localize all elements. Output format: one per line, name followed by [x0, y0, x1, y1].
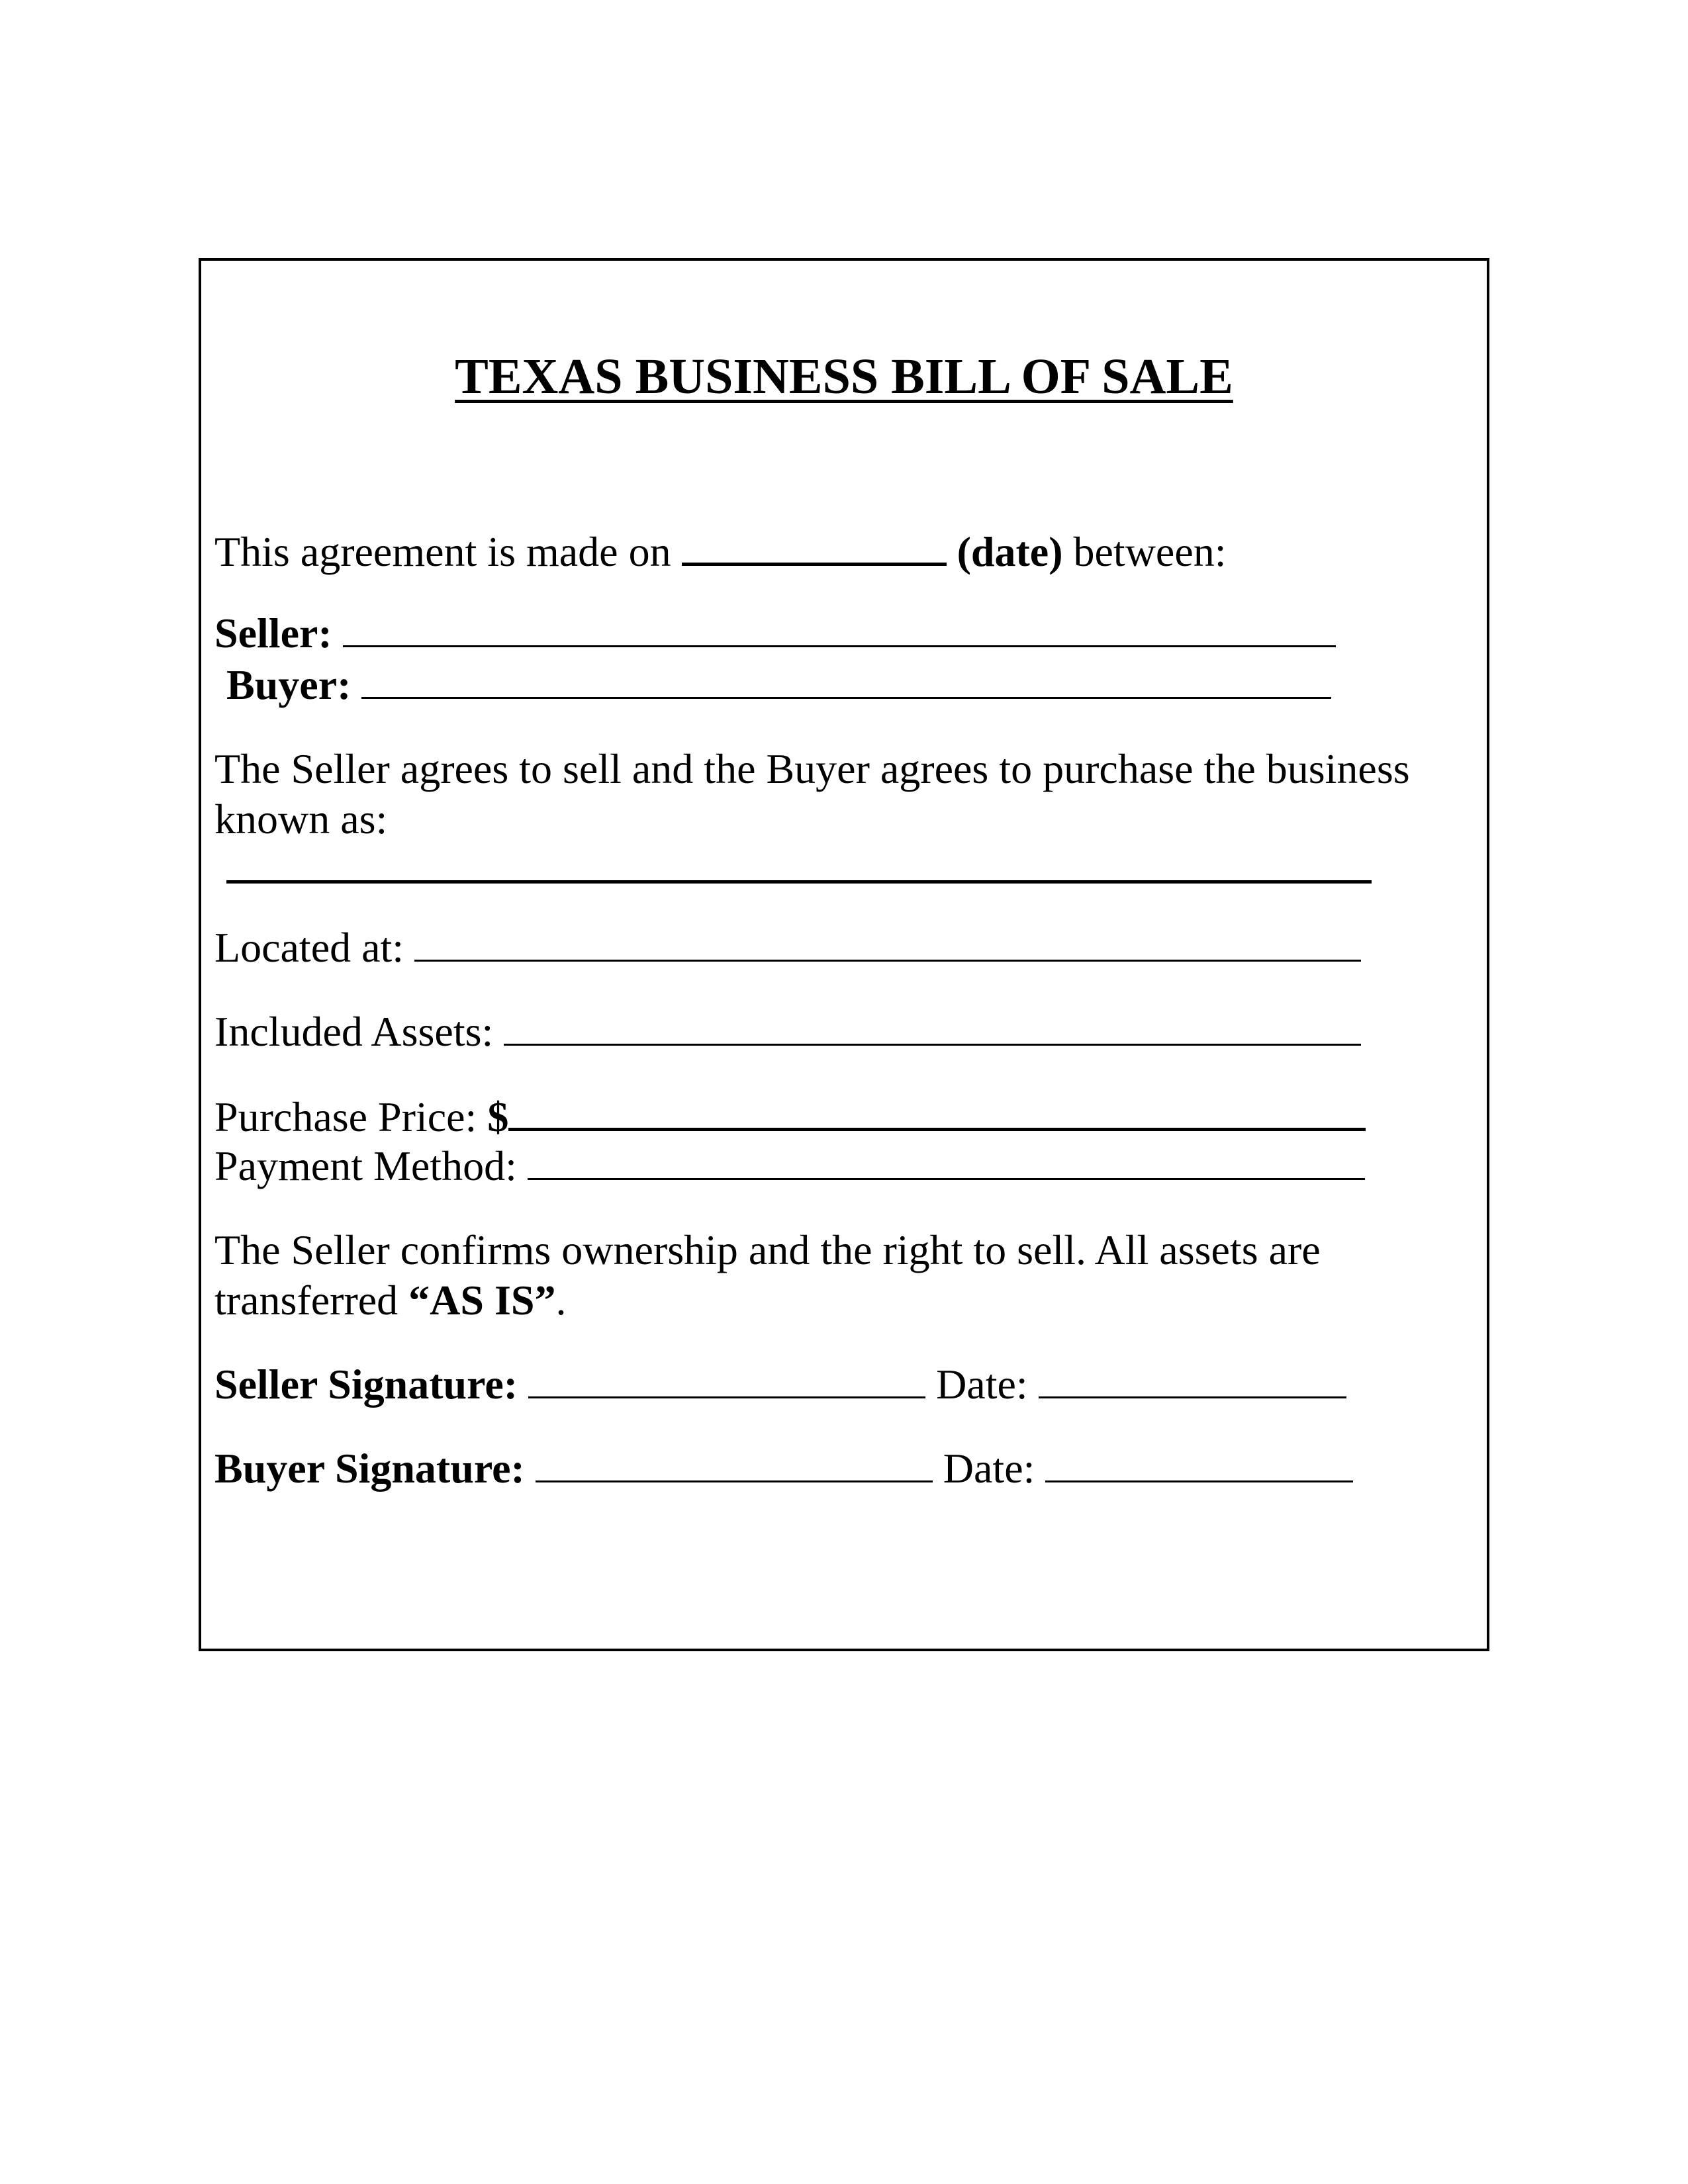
buyer-date-label: Date: — [943, 1445, 1035, 1492]
confirmation-line2 — [214, 1275, 566, 1326]
buyer-line — [226, 660, 1331, 710]
agreement-date-label: (date) — [957, 528, 1063, 575]
seller-date-field[interactable] — [1039, 1359, 1346, 1398]
bill-of-sale-form — [199, 258, 1489, 1651]
confirmation-line1: The Seller confirms ownership and the right to sell. All assets are — [214, 1226, 1321, 1273]
buyer-date-field[interactable] — [1045, 1443, 1353, 1482]
price-line — [214, 1091, 1366, 1142]
payment-method-field[interactable] — [528, 1141, 1365, 1180]
confirmation-suffix: . — [555, 1277, 567, 1324]
price-field[interactable] — [508, 1091, 1366, 1131]
assets-line — [214, 1007, 1361, 1057]
buyer-signature-label: Buyer Signature: — [214, 1445, 525, 1492]
agreement-line — [214, 525, 1227, 577]
business-text-line1: The Seller agrees to sell and the Buyer agrees to purchase the business — [214, 745, 1410, 792]
buyer-label: Buyer: — [226, 661, 352, 708]
agreement-suffix: between: — [1062, 528, 1227, 575]
as-is-text: “AS IS” — [408, 1277, 556, 1324]
seller-signature-field[interactable] — [528, 1359, 925, 1398]
buyer-signature-field[interactable] — [536, 1443, 933, 1482]
payment-line — [214, 1141, 1365, 1191]
buyer-signature-line — [214, 1443, 1353, 1494]
seller-label: Seller: — [214, 610, 332, 657]
location-field[interactable] — [414, 923, 1361, 962]
seller-signature-line — [214, 1359, 1346, 1410]
buyer-name-field[interactable] — [361, 660, 1331, 699]
agreement-prefix: This agreement is made on — [214, 528, 682, 575]
assets-field[interactable] — [504, 1007, 1361, 1046]
confirmation-prefix: transferred — [214, 1277, 409, 1324]
agreement-date-field[interactable] — [682, 525, 947, 566]
seller-name-field[interactable] — [343, 608, 1336, 647]
business-name-field[interactable] — [226, 843, 1372, 884]
dollar-sign: $ — [487, 1093, 509, 1140]
seller-signature-label: Seller Signature: — [214, 1361, 518, 1408]
price-label: Purchase Price: — [214, 1093, 477, 1140]
seller-line — [214, 608, 1336, 659]
business-name-line — [226, 843, 1372, 895]
document-title: TEXAS BUSINESS BILL OF SALE — [455, 349, 1233, 404]
assets-label: Included Assets: — [214, 1008, 494, 1055]
payment-label: Payment Method: — [214, 1142, 517, 1189]
located-label: Located at: — [214, 924, 404, 971]
seller-date-label: Date: — [936, 1361, 1028, 1408]
located-line — [214, 923, 1361, 973]
business-text-line2: known as: — [214, 796, 388, 842]
